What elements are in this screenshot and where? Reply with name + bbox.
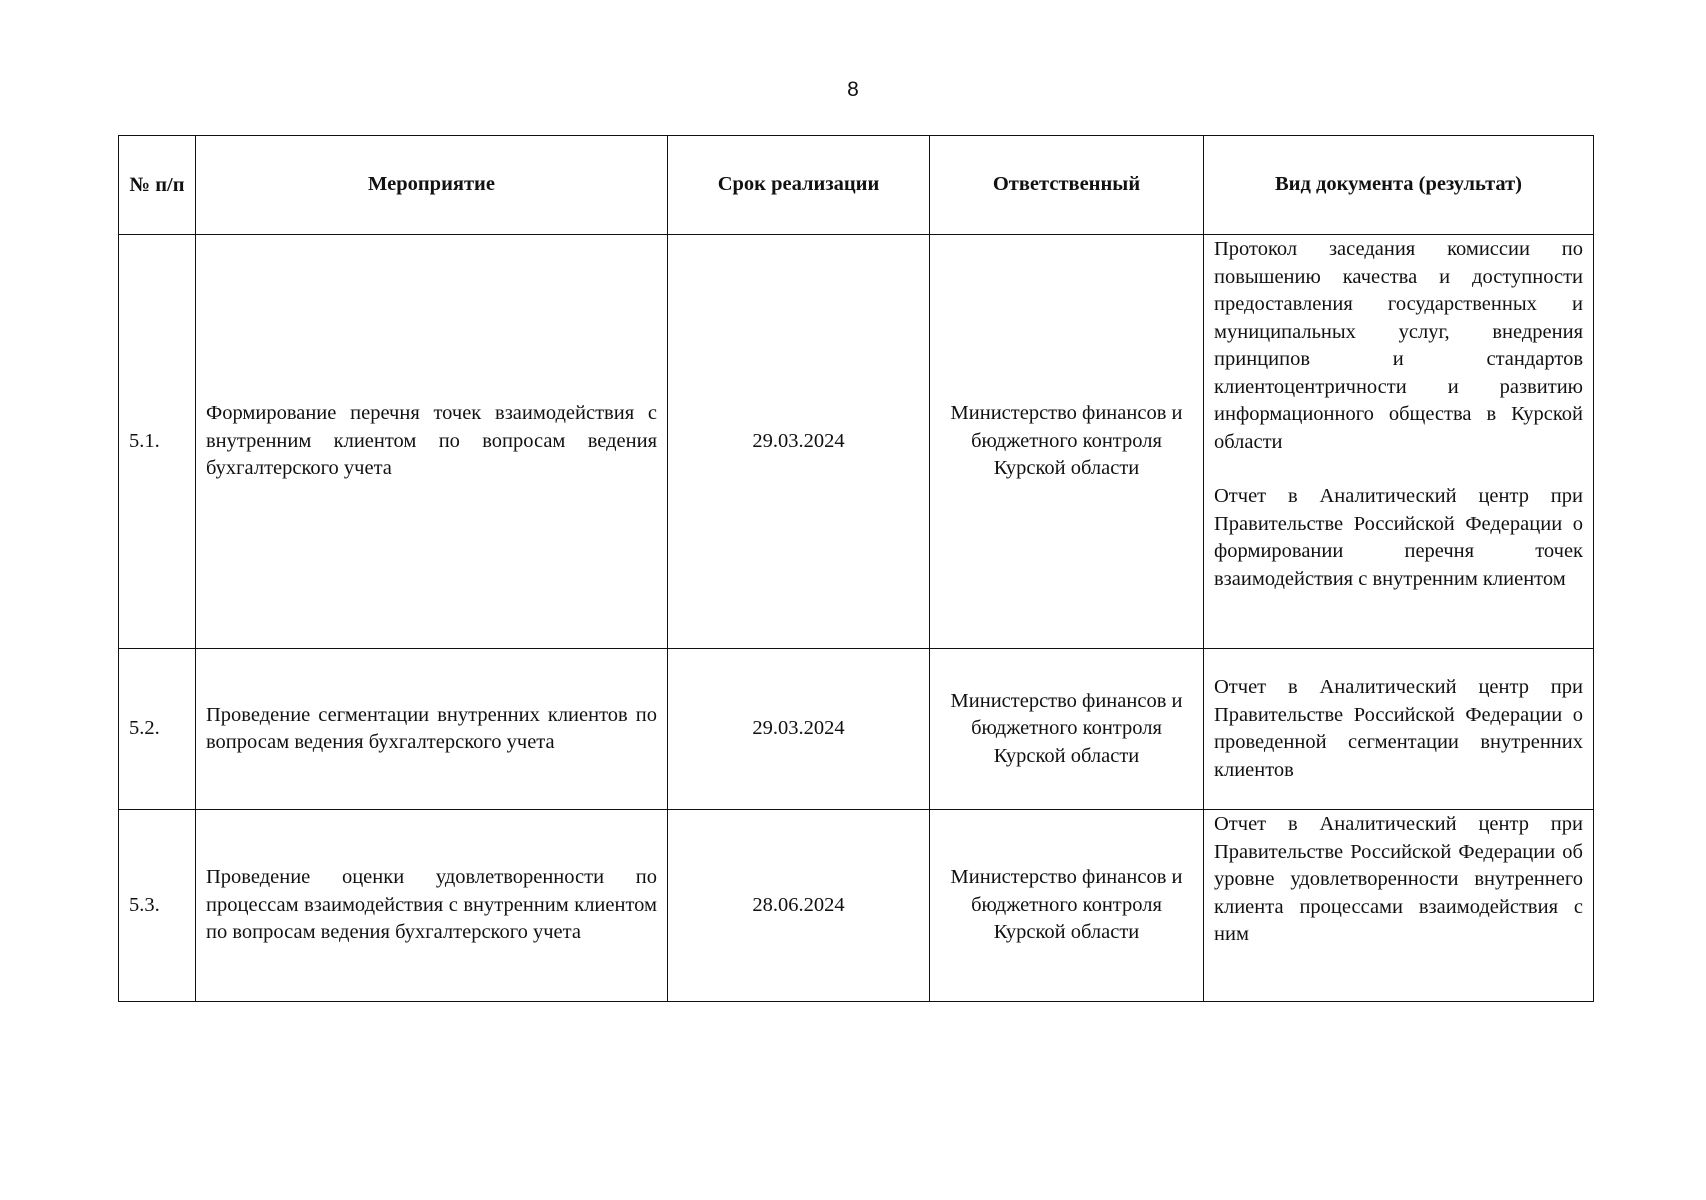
row-responsible: Министерство финансов и бюджетного контроля Курской области xyxy=(930,649,1204,810)
row-deadline: 29.03.2024 xyxy=(668,235,930,649)
result-paragraph: Отчет в Аналитический центр при Правительстве Российской Федерации о проведенной сегментации внутренних клиентов xyxy=(1214,676,1583,781)
table-row xyxy=(119,235,1594,649)
table-row xyxy=(119,649,1594,810)
table-header-row xyxy=(119,136,1594,235)
row-number: 5.1. xyxy=(119,235,196,649)
result-paragraph: Отчет в Аналитический центр при Правительстве Российской Федерации об уровне удовлетворенности внутреннего клиента процессами взаимодействия с ним xyxy=(1214,813,1583,945)
header-responsible: Ответственный xyxy=(930,136,1204,235)
header-result: Вид документа (результат) xyxy=(1204,136,1594,235)
result-paragraph: Отчет в Аналитический центр при Правительстве Российской Федерации о формировании перечня точек взаимодействия с внутренним клиентом xyxy=(1214,485,1583,590)
row-responsible: Министерство финансов и бюджетного контроля Курской области xyxy=(930,810,1204,1002)
header-number: № п/п xyxy=(119,136,196,235)
header-event: Мероприятие xyxy=(196,136,668,235)
row-event: Проведение сегментации внутренних клиентов по вопросам ведения бухгалтерского учета xyxy=(196,649,668,810)
row-event: Проведение оценки удовлетворенности по процессам взаимодействия с внутренним клиентом по вопросам ведения бухгалтерского учета xyxy=(196,810,668,1002)
page-number: 8 xyxy=(847,78,859,101)
row-responsible: Министерство финансов и бюджетного контроля Курской области xyxy=(930,235,1204,649)
header-deadline: Срок реализации xyxy=(668,136,930,235)
action-plan-table xyxy=(118,135,1594,1002)
table-row xyxy=(119,810,1594,1002)
result-paragraph: Протокол заседания комиссии по повышению качества и доступности предоставления государственных и муниципальных услуг, внедрения принципов и стандартов клиентоцентричности и развитию информационного общества в Курской области xyxy=(1214,238,1583,453)
row-number: 5.2. xyxy=(119,649,196,810)
row-deadline: 29.03.2024 xyxy=(668,649,930,810)
row-event: Формирование перечня точек взаимодействия с внутренним клиентом по вопросам ведения бухгалтерского учета xyxy=(196,235,668,649)
row-result xyxy=(1204,235,1594,649)
row-number: 5.3. xyxy=(119,810,196,1002)
row-result xyxy=(1204,649,1594,810)
row-result xyxy=(1204,810,1594,1002)
row-deadline: 28.06.2024 xyxy=(668,810,930,1002)
